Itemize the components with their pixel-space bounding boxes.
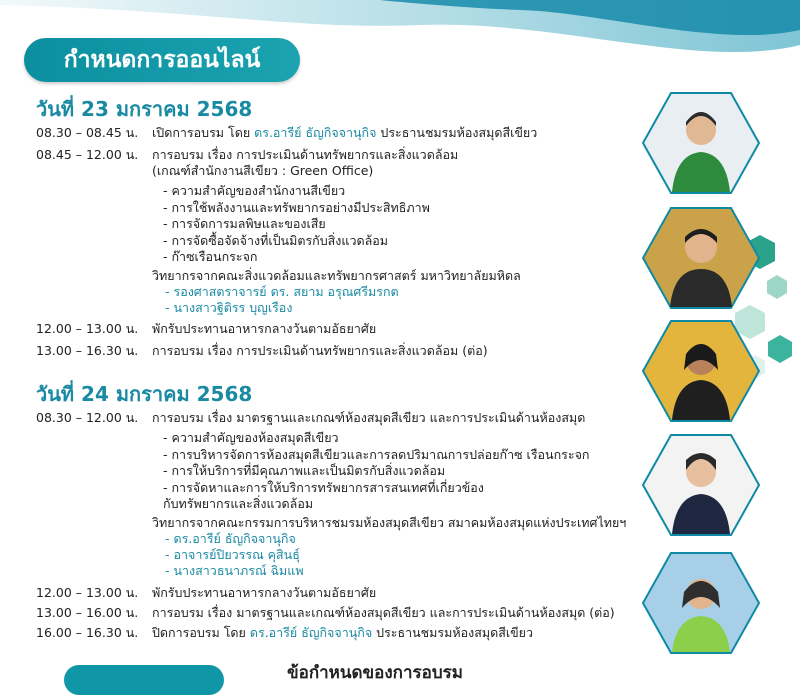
closing-presenter: ดร.อารีย์ ธัญกิจจานุกิจ xyxy=(249,625,373,640)
topic-item: - การให้บริการที่มีคุณภาพและเป็นมิตรกับสิ่งแวดล้อม xyxy=(163,463,446,478)
topic-item: - การบริหารจัดการห้องสมุดสีเขียวและการลดปริมาณการปล่อยก๊าซ เรือนกระจก xyxy=(163,446,590,462)
speaker-name: - นางสาวธนาภรณ์ ฉิมแพ xyxy=(165,563,304,578)
session-title: การอบรม เรื่อง มาตรฐานและเกณฑ์ห้องสมุดสีเขียว และการประเมินด้านห้องสมุด xyxy=(152,410,586,425)
opening-role: ประธานชมรมห้องสมุดสีเขียว xyxy=(376,125,538,140)
session-subtitle: (เกณฑ์สำนักงานสีเขียว : Green Office) xyxy=(152,163,374,178)
bottom-banner xyxy=(64,665,224,695)
topic-item: - การใช้พลังงานและทรัพยากรอย่างมีประสิทธิภาพ xyxy=(163,199,430,215)
time-label: 08.30 – 12.00 น. xyxy=(36,410,139,425)
topic-item: - การจัดหาและการให้บริการทรัพยากรสารสนเทศที่เกี่ยวข้อง xyxy=(163,479,484,495)
speaker-photo-1 xyxy=(642,92,760,194)
speaker-photo-5 xyxy=(642,552,760,654)
time-label: 08.30 – 08.45 น. xyxy=(36,125,139,140)
speakers-intro: วิทยากรจากคณะกรรมการบริหารชมรมห้องสมุดสีเขียว สมาคมห้องสมุดแห่งประเทศไทยฯ xyxy=(152,515,627,530)
time-label: 12.00 – 13.00 น. xyxy=(36,321,139,336)
topic-item: - การจัดการมลพิษและของเสีย xyxy=(163,216,326,231)
closing-text xyxy=(152,625,533,641)
speaker-name: - รองศาสตราจารย์ ดร. สยาม อรุณศรีมรกต xyxy=(165,284,399,299)
speaker-photo-3 xyxy=(642,320,760,422)
session-title: การอบรม เรื่อง มาตรฐานและเกณฑ์ห้องสมุดสีเขียว และการประเมินด้านห้องสมุด (ต่อ) xyxy=(152,605,615,620)
time-label: 12.00 – 13.00 น. xyxy=(36,585,139,600)
topic-item: - ความสำคัญของสำนักงานสีเขียว xyxy=(163,183,346,198)
session-title: การอบรม เรื่อง การประเมินด้านทรัพยากรและสิ่งแวดล้อม xyxy=(152,147,459,162)
topic-item: - ก๊าซเรือนกระจก xyxy=(163,249,258,264)
lunch-text: พักรับประทานอาหารกลางวันตามอัธยาศัย xyxy=(152,321,377,336)
day2-date: วันที่ 24 มกราคม 2568 xyxy=(36,382,253,406)
topic-item: กับทรัพยากรและสิ่งแวดล้อม xyxy=(163,496,314,511)
closing-prefix: ปิดการอบรม โดย xyxy=(152,625,250,640)
time-label: 08.45 – 12.00 น. xyxy=(36,147,139,162)
time-label: 13.00 – 16.30 น. xyxy=(36,343,139,358)
day1-date: วันที่ 23 มกราคม 2568 xyxy=(36,97,253,121)
topic-item: - การจัดซื้อจัดจ้างที่เป็นมิตรกับสิ่งแวดล้อม xyxy=(163,232,389,248)
time-label: 13.00 – 16.00 น. xyxy=(36,605,139,620)
requirements-title: ข้อกำหนดของการอบรม xyxy=(287,663,463,683)
speaker-photo-4 xyxy=(642,434,760,536)
schedule-title: กำหนดการออนไลน์ xyxy=(24,38,300,82)
speakers-intro: วิทยากรจากคณะสิ่งแวดล้อมและทรัพยากรศาสตร์ มหาวิทยาลัยมหิดล xyxy=(152,268,521,283)
opening-presenter: ดร.อารีย์ ธัญกิจจานุกิจ xyxy=(254,125,377,140)
opening-prefix: เปิดการอบรม โดย xyxy=(152,125,255,140)
closing-role: ประธานชมรมห้องสมุดสีเขียว xyxy=(372,625,533,640)
opening-text xyxy=(152,125,537,141)
topic-item: - ความสำคัญของห้องสมุดสีเขียว xyxy=(163,430,339,445)
time-label: 16.00 – 16.30 น. xyxy=(36,625,139,640)
speaker-photo-2 xyxy=(642,207,760,309)
speaker-name: - อาจารย์ปิยวรรณ คุสินธุ์ xyxy=(165,547,300,562)
speaker-name: - นางสาวฐิติรร บุญเรือง xyxy=(165,300,293,315)
session-title: การอบรม เรื่อง การประเมินด้านทรัพยากรและสิ่งแวดล้อม (ต่อ) xyxy=(152,343,488,358)
lunch-text: พักรับประทานอาหารกลางวันตามอัธยาศัย xyxy=(152,585,377,600)
speaker-name: - ดร.อารีย์ ธัญกิจจานุกิจ xyxy=(165,531,296,546)
